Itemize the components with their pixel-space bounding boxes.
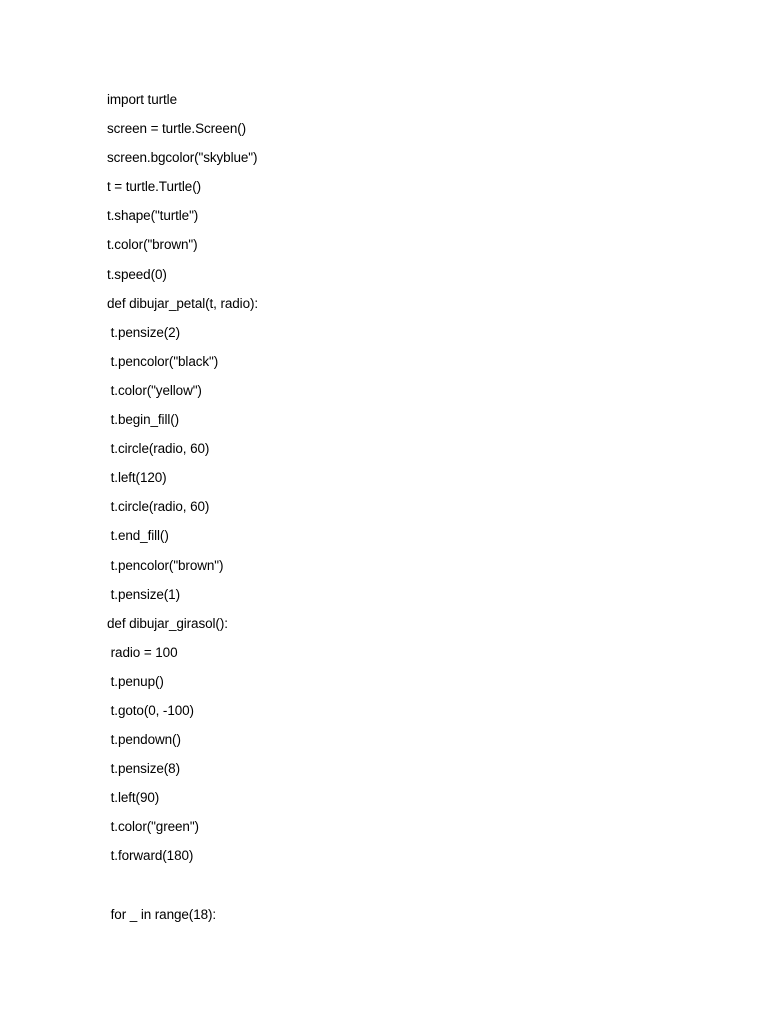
code-line: t.circle(radio, 60) (107, 499, 210, 515)
code-block (107, 91, 707, 935)
code-line: t.speed(0) (107, 266, 167, 282)
code-line: t.goto(0, -100) (107, 702, 194, 718)
code-line: t.pencolor("black") (107, 353, 219, 369)
code-line: t.left(90) (107, 790, 160, 806)
code-line: t.forward(180) (107, 848, 194, 864)
code-line: t.color("yellow") (107, 382, 202, 398)
code-line: t = turtle.Turtle() (107, 179, 201, 195)
code-line: def dibujar_petal(t, radio): (107, 295, 259, 311)
code-line: screen.bgcolor("skyblue") (107, 150, 258, 166)
code-line: t.pensize(1) (107, 586, 180, 602)
code-line: t.end_fill() (107, 528, 169, 544)
code-line: t.circle(radio, 60) (107, 441, 210, 457)
code-line: t.pencolor("brown") (107, 557, 224, 573)
blank-line (107, 877, 707, 906)
code-line: import turtle (107, 92, 177, 107)
code-line: t.pensize(8) (107, 761, 180, 777)
code-line: t.pendown() (107, 732, 181, 748)
code-line: radio = 100 (107, 644, 178, 660)
code-line: for _ in range(18): (107, 906, 217, 922)
code-line: t.color("brown") (107, 237, 198, 253)
code-line: t.color("green") (107, 819, 199, 835)
code-line: t.left(120) (107, 470, 167, 486)
code-line: t.pensize(2) (107, 324, 180, 340)
code-line: def dibujar_girasol(): (107, 615, 228, 631)
code-line: t.penup() (107, 673, 164, 689)
code-line: screen = turtle.Screen() (107, 121, 247, 137)
code-line: t.shape("turtle") (107, 208, 199, 224)
code-line: t.begin_fill() (107, 412, 180, 428)
